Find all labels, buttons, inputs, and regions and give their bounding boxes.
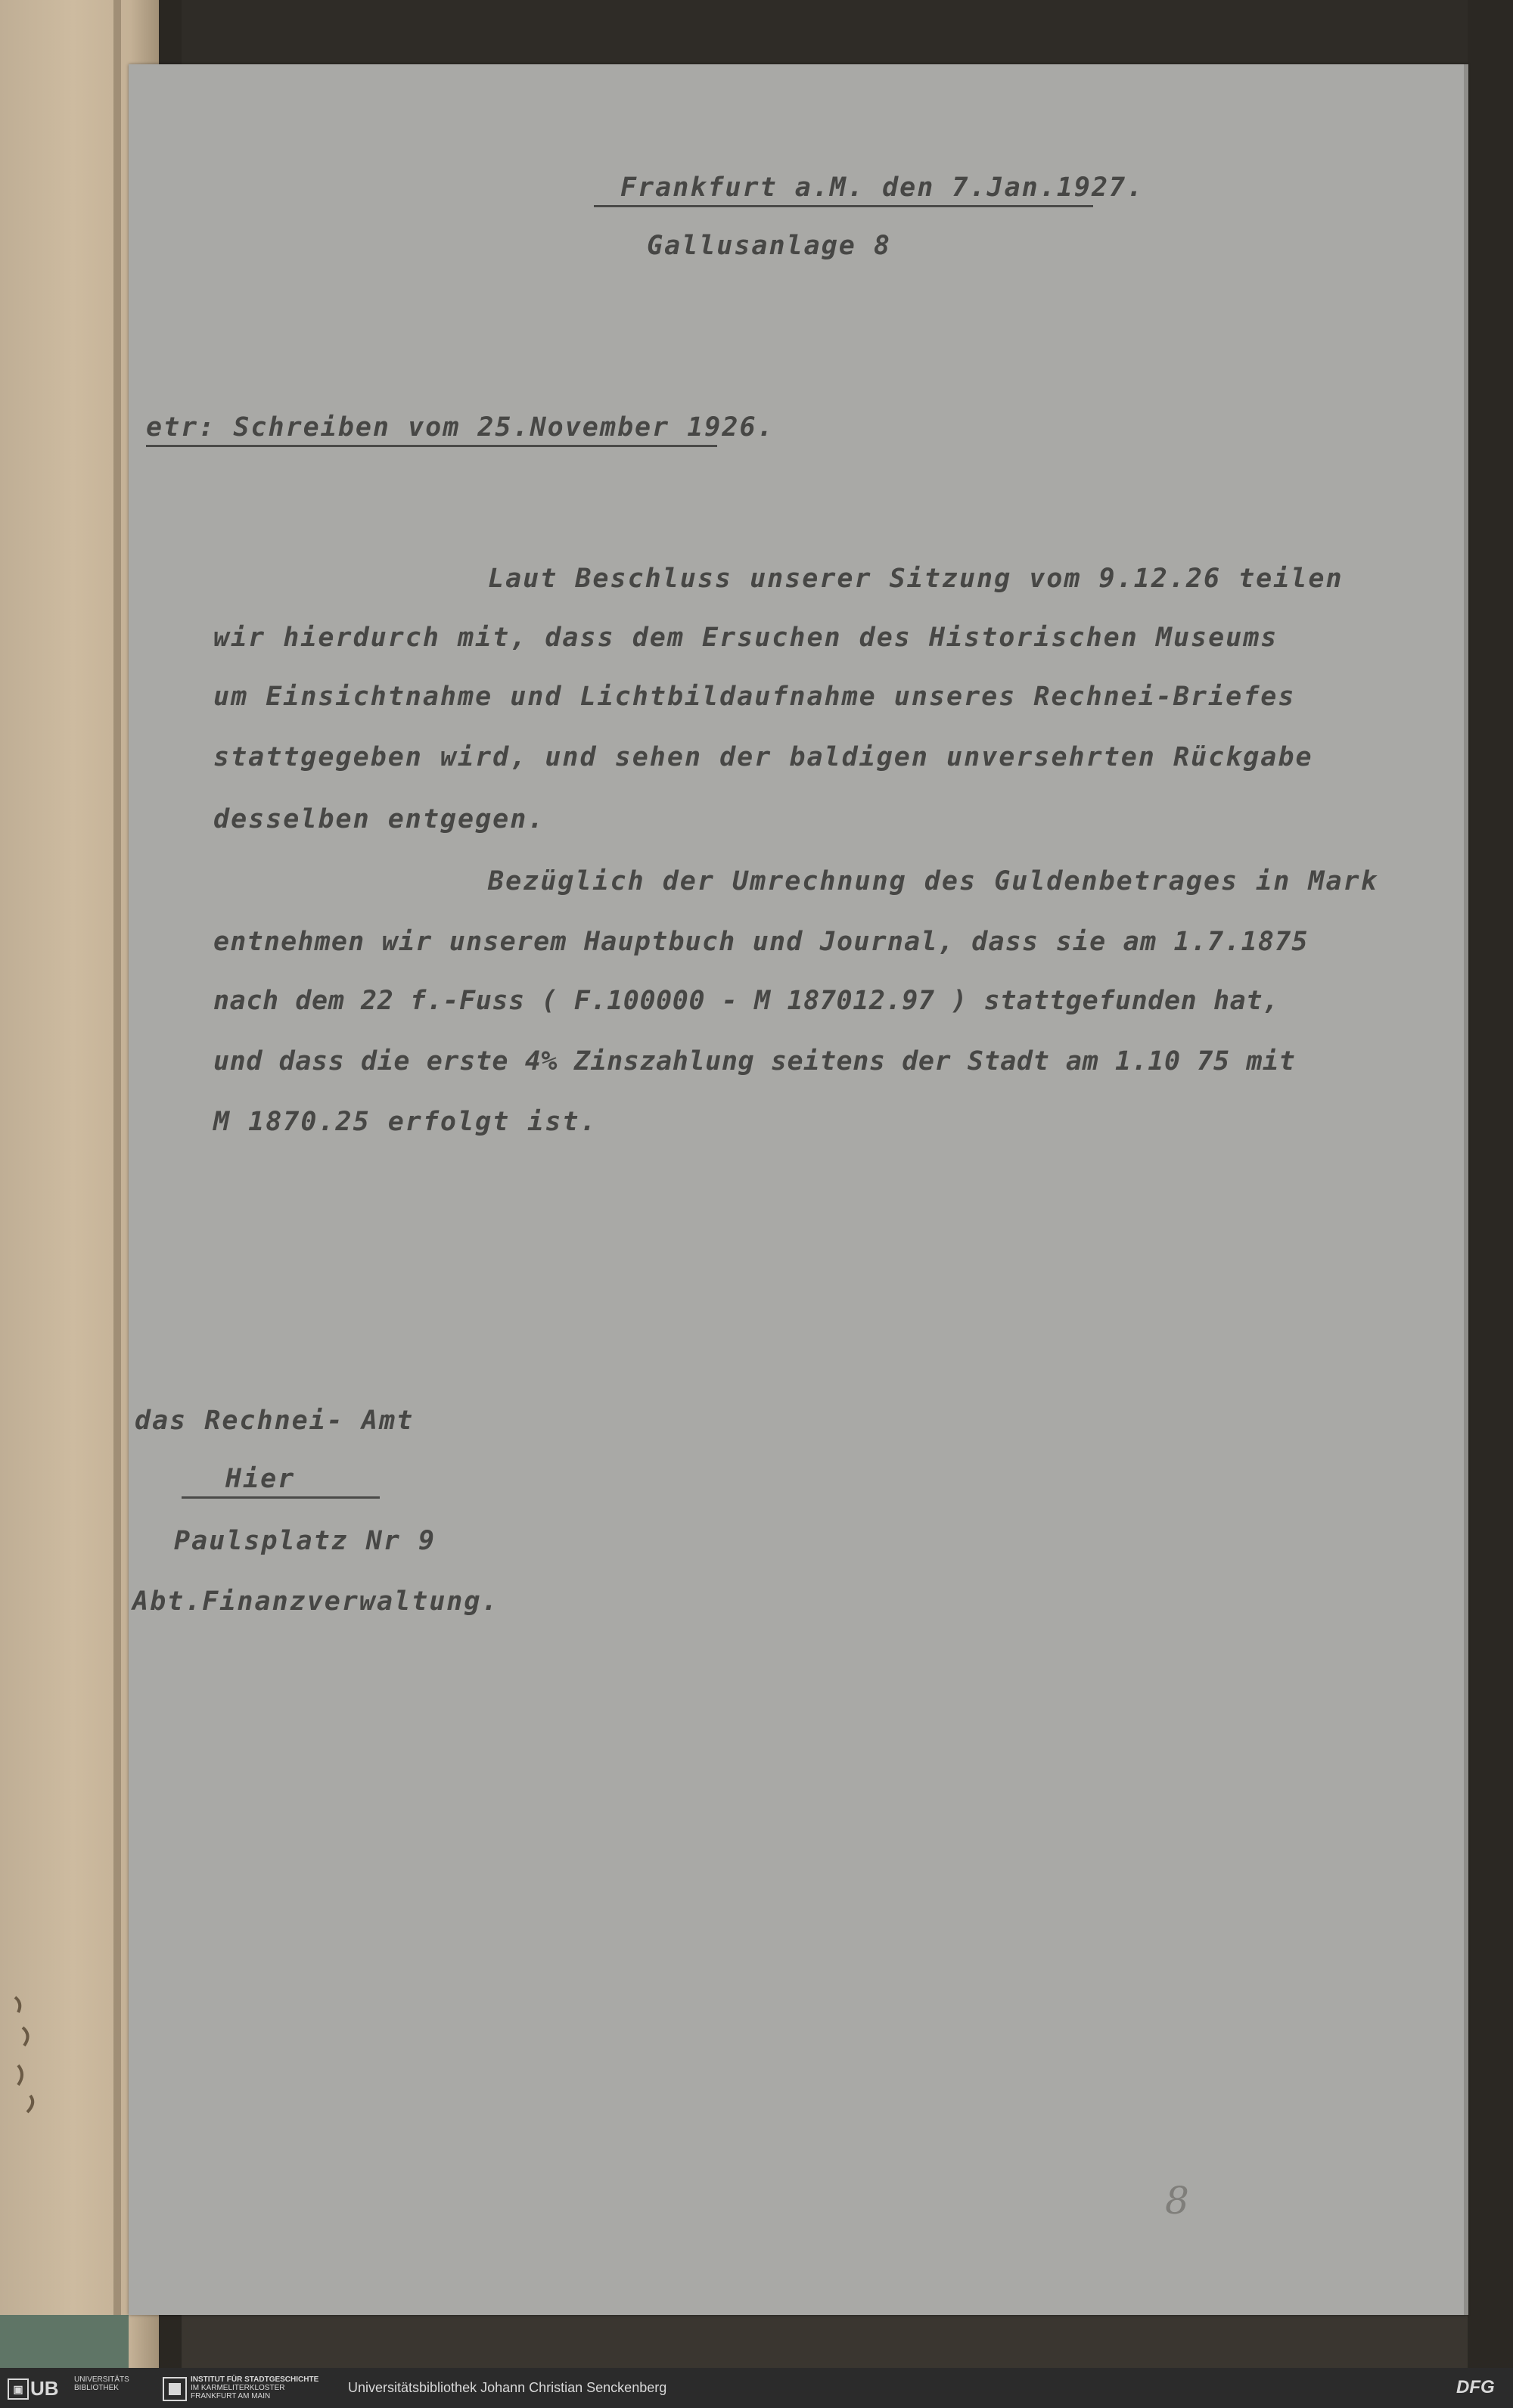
binder-handwriting-marks [8,1982,113,2133]
place-and-date-underline [594,205,1093,207]
library-name: Universitätsbibliothek Johann Christian Senckenberg [348,2380,667,2395]
institute-label: INSTITUT FÜR STADTGESCHICHTE [191,2375,319,2384]
ub-logo-text: UB [30,2377,59,2400]
ub-subtitle: UNIVERSITÄTS BIBLIOTHEK [74,2375,129,2392]
subject-line: etr: Schreiben vom 25.November 1926. [146,412,775,443]
binder-cloth-strip [0,2315,129,2368]
body-line: M 1870.25 erfolgt ist. [213,1107,598,1137]
body-line: nach dem 22 f.-Fuss ( F.100000 - M 187012.97 ) stattgefunden hat, [213,986,1279,1016]
body-line: desselben entgegen. [213,804,545,834]
recipient-line: das Rechnei- Amt [135,1406,415,1436]
subject-underline [146,445,717,447]
scan-background-top [174,0,1513,64]
ub-logo-icon: ▣ [8,2378,29,2400]
sheet-edge [1464,64,1468,2315]
recipient-line: Hier [225,1464,296,1494]
letter-sheet [129,64,1468,2315]
dfg-logo: DFG [1456,2377,1495,2397]
body-line: Bezüglich der Umrechnung des Guldenbetrages in Mark [488,866,1378,896]
scan-background-right [1468,0,1513,2368]
recipient-underline [182,1496,380,1499]
body-line: Laut Beschluss unserer Sitzung vom 9.12.26 teilen [488,564,1344,594]
body-line: und dass die erste 4% Zinszahlung seitens der Stadt am 1.10 75 mit [213,1046,1296,1077]
pencil-page-number: 8 [1165,2179,1189,2223]
body-line: stattgegeben wird, und sehen der baldigen unversehrten Rückgabe [213,742,1313,772]
address-line: Gallusanlage 8 [647,231,892,261]
place-and-date: Frankfurt a.M. den 7.Jan.1927. [620,172,1145,203]
body-line: entnehmen wir unserem Hauptbuch und Journal, dass sie am 1.7.1875 [213,927,1309,957]
body-line: wir hierdurch mit, dass dem Ersuchen des Historischen Museums [213,623,1278,653]
institute-subtitle: IM KARMELITERKLOSTER FRANKFURT AM MAIN [191,2384,285,2400]
body-line: um Einsichtnahme und Lichtbildaufnahme unseres Rechnei-Briefes [213,682,1296,712]
recipient-line: Abt.Finanzverwaltung. [132,1586,499,1617]
footer-bar [0,2368,1513,2408]
institute-logo-icon [163,2377,187,2401]
binder-fold [113,0,121,2368]
recipient-line: Paulsplatz Nr 9 [174,1526,437,1556]
institute-name [191,2375,319,2400]
